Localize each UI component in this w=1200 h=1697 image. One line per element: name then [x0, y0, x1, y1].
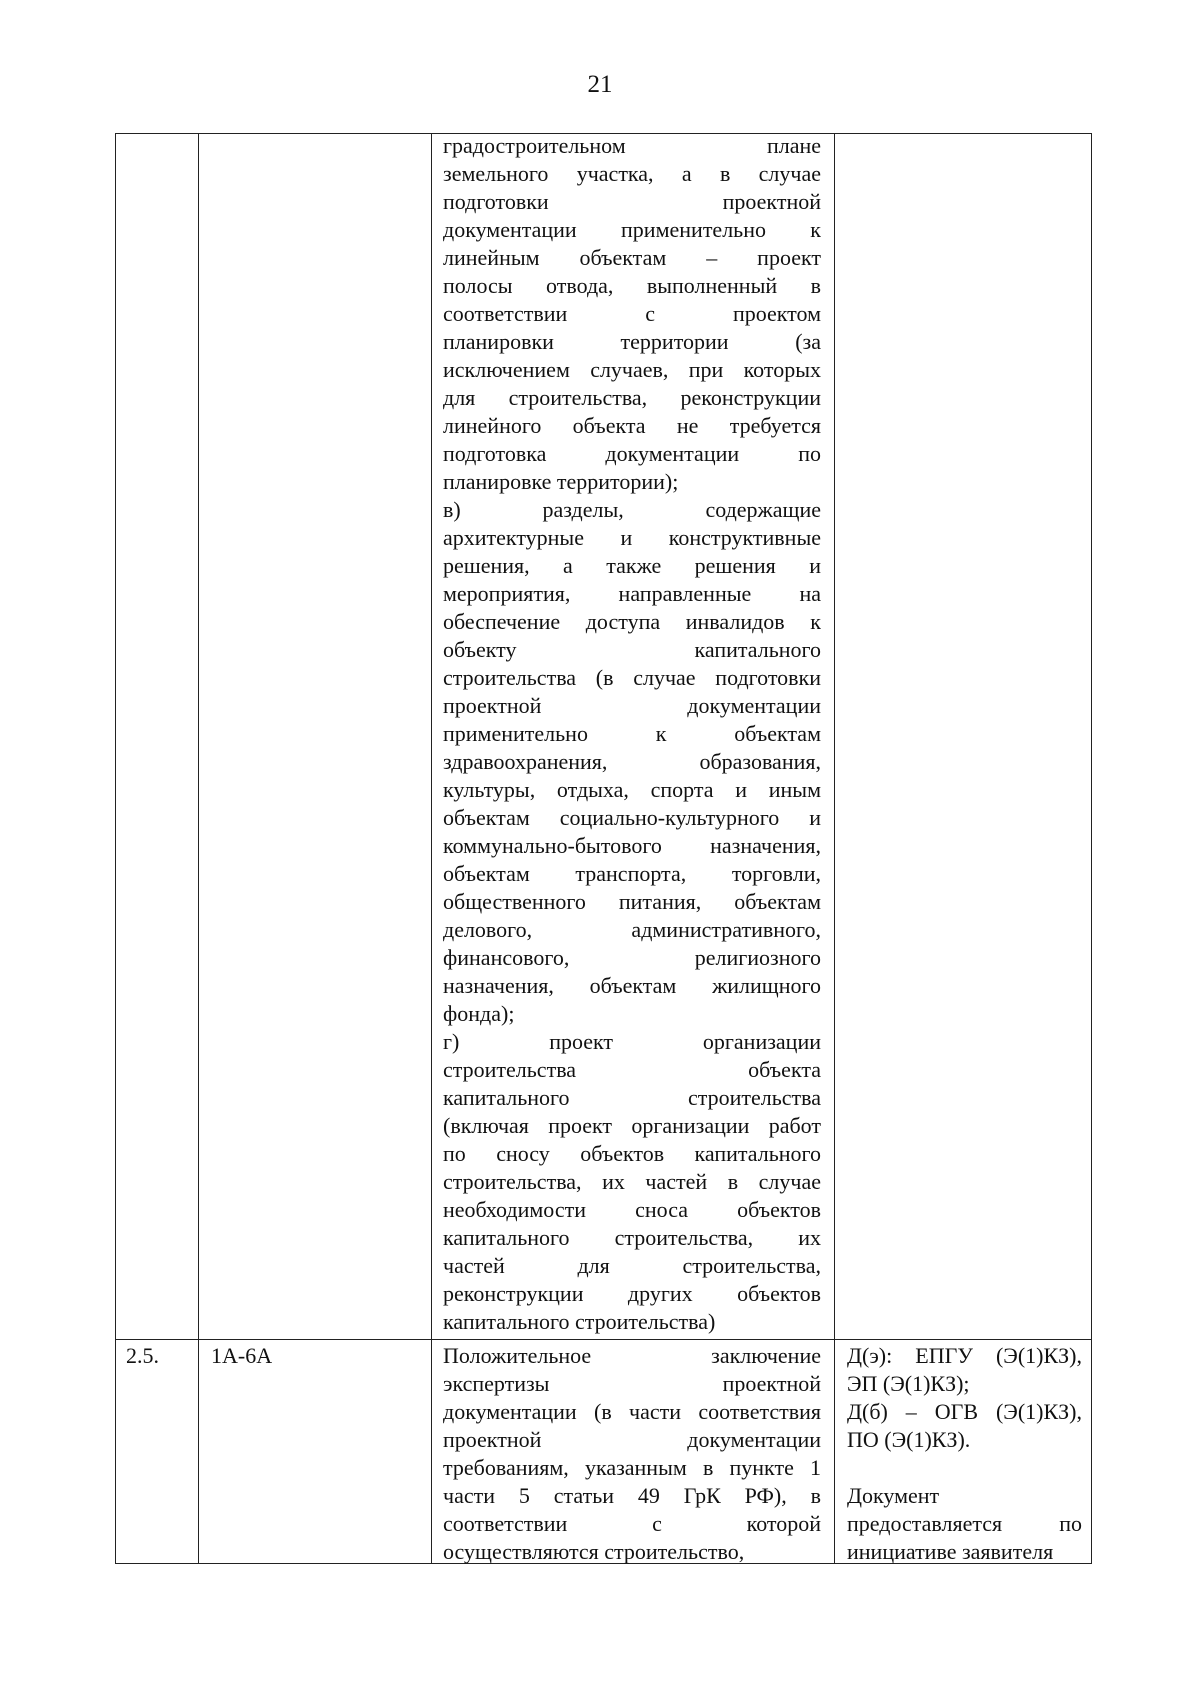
description-line: объектам социально-культурного и — [443, 805, 821, 830]
row-source-cell — [847, 1342, 1082, 1566]
description-line: Положительное заключение — [443, 1343, 821, 1368]
description-line: экспертизы проектной — [443, 1371, 821, 1396]
description-line: частей для строительства, — [443, 1253, 821, 1278]
description-line: строительства (в случае подготовки — [443, 665, 821, 690]
row-code-cell: 1А-6А — [211, 1343, 273, 1368]
description-line: реконструкции других объектов — [443, 1281, 821, 1306]
description-line: строительства объекта — [443, 1057, 821, 1082]
description-line: капитального строительства, их — [443, 1225, 821, 1250]
description-line: строительства, их частей в случае — [443, 1169, 821, 1194]
description-line: линейным объектам – проект — [443, 245, 821, 270]
source-line: Д(э): ЕПГУ (Э(1)КЗ), — [847, 1343, 1082, 1368]
description-line: полосы отвода, выполненный в — [443, 273, 821, 298]
description-line: объектам транспорта, торговли, — [443, 861, 821, 886]
description-line: фонда); — [443, 1001, 515, 1026]
description-line: архитектурные и конструктивные — [443, 525, 821, 550]
description-line: подготовки проектной — [443, 189, 821, 214]
column-divider — [198, 134, 199, 1563]
description-line: подготовка документации по — [443, 441, 821, 466]
description-line: делового, административного, — [443, 917, 821, 942]
description-line: проектной документации — [443, 693, 821, 718]
description-line: планировке территории); — [443, 469, 679, 494]
column-divider — [834, 134, 835, 1563]
row-description-cell — [443, 132, 821, 1336]
description-line: финансового, религиозного — [443, 945, 821, 970]
row-description-cell — [443, 1342, 821, 1566]
description-line: культуры, отдыха, спорта и иным — [443, 777, 821, 802]
description-line: назначения, объектам жилищного — [443, 973, 821, 998]
row-divider — [116, 1339, 1091, 1340]
description-line: капитального строительства) — [443, 1309, 716, 1334]
requirements-table — [115, 133, 1092, 1564]
description-line: соответствии с которой — [443, 1511, 821, 1536]
description-line: планировки территории (за — [443, 329, 821, 354]
description-line: в) разделы, содержащие — [443, 497, 821, 522]
source-line — [847, 1454, 1082, 1482]
source-line: Документ — [847, 1483, 940, 1508]
description-line: требованиям, указанным в пункте 1 — [443, 1455, 821, 1480]
description-line: капитального строительства — [443, 1085, 821, 1110]
description-line: объекту капитального — [443, 637, 821, 662]
description-line: градостроительном плане — [443, 133, 821, 158]
description-line: (включая проект организации работ — [443, 1113, 821, 1138]
description-line: осуществляются строительство, — [443, 1539, 745, 1564]
description-line: здравоохранения, образования, — [443, 749, 821, 774]
source-line: Д(б) – ОГВ (Э(1)КЗ), — [847, 1399, 1082, 1424]
description-line: части 5 статьи 49 ГрК РФ), в — [443, 1483, 821, 1508]
column-divider — [431, 134, 432, 1563]
description-line: мероприятия, направленные на — [443, 581, 821, 606]
page-number: 21 — [587, 71, 613, 98]
description-line: для строительства, реконструкции — [443, 385, 821, 410]
description-line: г) проект организации — [443, 1029, 821, 1054]
description-line: коммунально-бытового назначения, — [443, 833, 821, 858]
description-line: документации применительно к — [443, 217, 821, 242]
source-line: ЭП (Э(1)КЗ); — [847, 1371, 970, 1396]
description-line: обеспечение доступа инвалидов к — [443, 609, 821, 634]
description-line: применительно к объектам — [443, 721, 821, 746]
row-number-cell: 2.5. — [126, 1343, 159, 1368]
source-line: инициативе заявителя — [847, 1539, 1054, 1564]
description-line: решения, а также решения и — [443, 553, 821, 578]
description-line: общественного питания, объектам — [443, 889, 821, 914]
description-line: линейного объекта не требуется — [443, 413, 821, 438]
description-line: исключением случаев, при которых — [443, 357, 821, 382]
description-line: соответствии с проектом — [443, 301, 821, 326]
description-line: документации (в части соответствия — [443, 1399, 821, 1424]
description-line: по сносу объектов капитального — [443, 1141, 821, 1166]
description-line: земельного участка, а в случае — [443, 161, 821, 186]
source-line: предоставляется по — [847, 1511, 1082, 1536]
description-line: необходимости сноса объектов — [443, 1197, 821, 1222]
source-line: ПО (Э(1)КЗ). — [847, 1427, 971, 1452]
description-line: проектной документации — [443, 1427, 821, 1452]
